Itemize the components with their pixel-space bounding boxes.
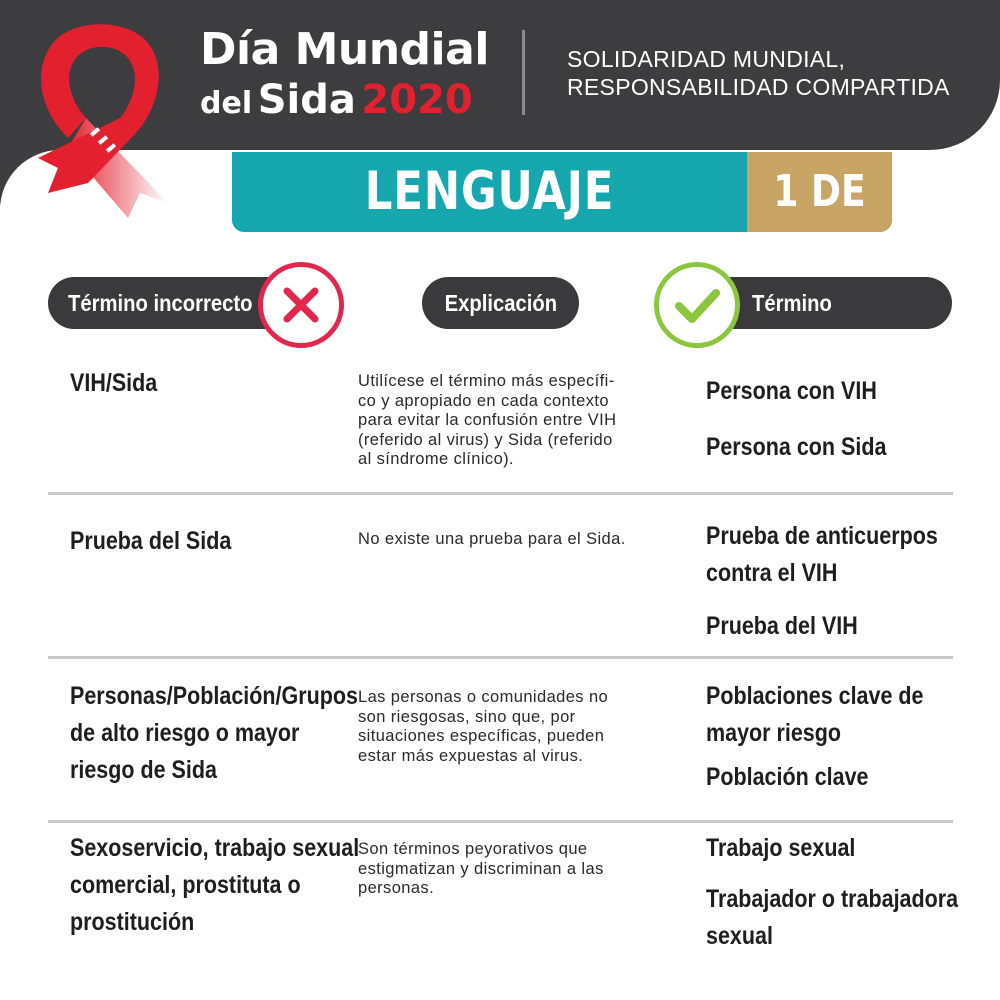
slogan-line-1: SOLIDARIDAD MUNDIAL, bbox=[567, 46, 846, 72]
row-divider bbox=[48, 492, 953, 495]
row-3-explanation: Las personas o comunidades no son riesgosas, sino que, por situaciones específicas, pueden estar más expuestas al virus. bbox=[358, 688, 609, 765]
title-del: del bbox=[200, 86, 253, 121]
row-4-correct-term-1: Trabajo sexual bbox=[706, 834, 856, 862]
row-3-correct-term-1: Poblaciones clave de mayor riesgo bbox=[706, 682, 924, 747]
row-1-explanation: Utilícese el término más específi- co y apropiado en cada contexto para evitar la confusión entre VIH (referido al virus) y Sida (referido al síndrome clínico). bbox=[358, 372, 617, 468]
column-header-explanation bbox=[422, 277, 579, 329]
row-4-explanation: Son términos peyorativos que estigmatizan y discriminan a las personas. bbox=[358, 840, 604, 897]
row-4-incorrect-term: Sexoservicio, trabajo sexual comercial, prostituta o prostitución bbox=[70, 834, 360, 936]
row-divider bbox=[48, 656, 953, 659]
check-mark-icon bbox=[654, 262, 740, 348]
event-title: Día Mundial bbox=[200, 24, 489, 75]
row-1-incorrect-term: VIH/Sida bbox=[70, 369, 158, 397]
row-2-correct-term-1: Prueba de anticuerpos contra el VIH bbox=[706, 522, 938, 587]
title-sida: Sida bbox=[257, 77, 356, 123]
row-3-incorrect-term: Personas/Población/Grupos de alto riesgo o mayor riesgo de Sida bbox=[70, 682, 358, 784]
page-counter bbox=[747, 152, 892, 232]
column-header-explanation-label: Explicación bbox=[444, 290, 557, 316]
banner-title: LENGUAJE bbox=[364, 161, 615, 222]
row-2-incorrect-term: Prueba del Sida bbox=[70, 527, 232, 555]
row-1-correct-term-2: Persona con Sida bbox=[706, 433, 887, 461]
check-mark-glyph bbox=[659, 267, 735, 343]
red-ribbon-logo bbox=[28, 18, 178, 228]
slogan-line-2: RESPONSABILIDAD COMPARTIDA bbox=[567, 74, 950, 100]
slogan bbox=[567, 45, 950, 101]
page-counter-label: 1 DE bbox=[773, 166, 866, 217]
row-1-correct-term-1: Persona con VIH bbox=[706, 377, 877, 405]
column-header-correct-label: Término adecuado bbox=[752, 290, 847, 368]
event-subtitle bbox=[200, 77, 473, 128]
title-year: 2020 bbox=[361, 77, 473, 123]
x-mark-icon bbox=[258, 262, 344, 348]
row-2-correct-term-2: Prueba del VIH bbox=[706, 612, 858, 640]
row-2-explanation: No existe una prueba para el Sida. bbox=[358, 530, 626, 548]
row-divider bbox=[48, 820, 953, 823]
header-divider bbox=[522, 30, 525, 115]
row-3-correct-term-2: Población clave bbox=[706, 763, 869, 791]
row-4-correct-term-2: Trabajador o trabajadora sexual bbox=[706, 885, 959, 950]
section-banner bbox=[232, 152, 892, 232]
column-header-incorrect-label: Término incorrecto bbox=[68, 290, 253, 316]
x-mark-glyph bbox=[263, 267, 339, 343]
